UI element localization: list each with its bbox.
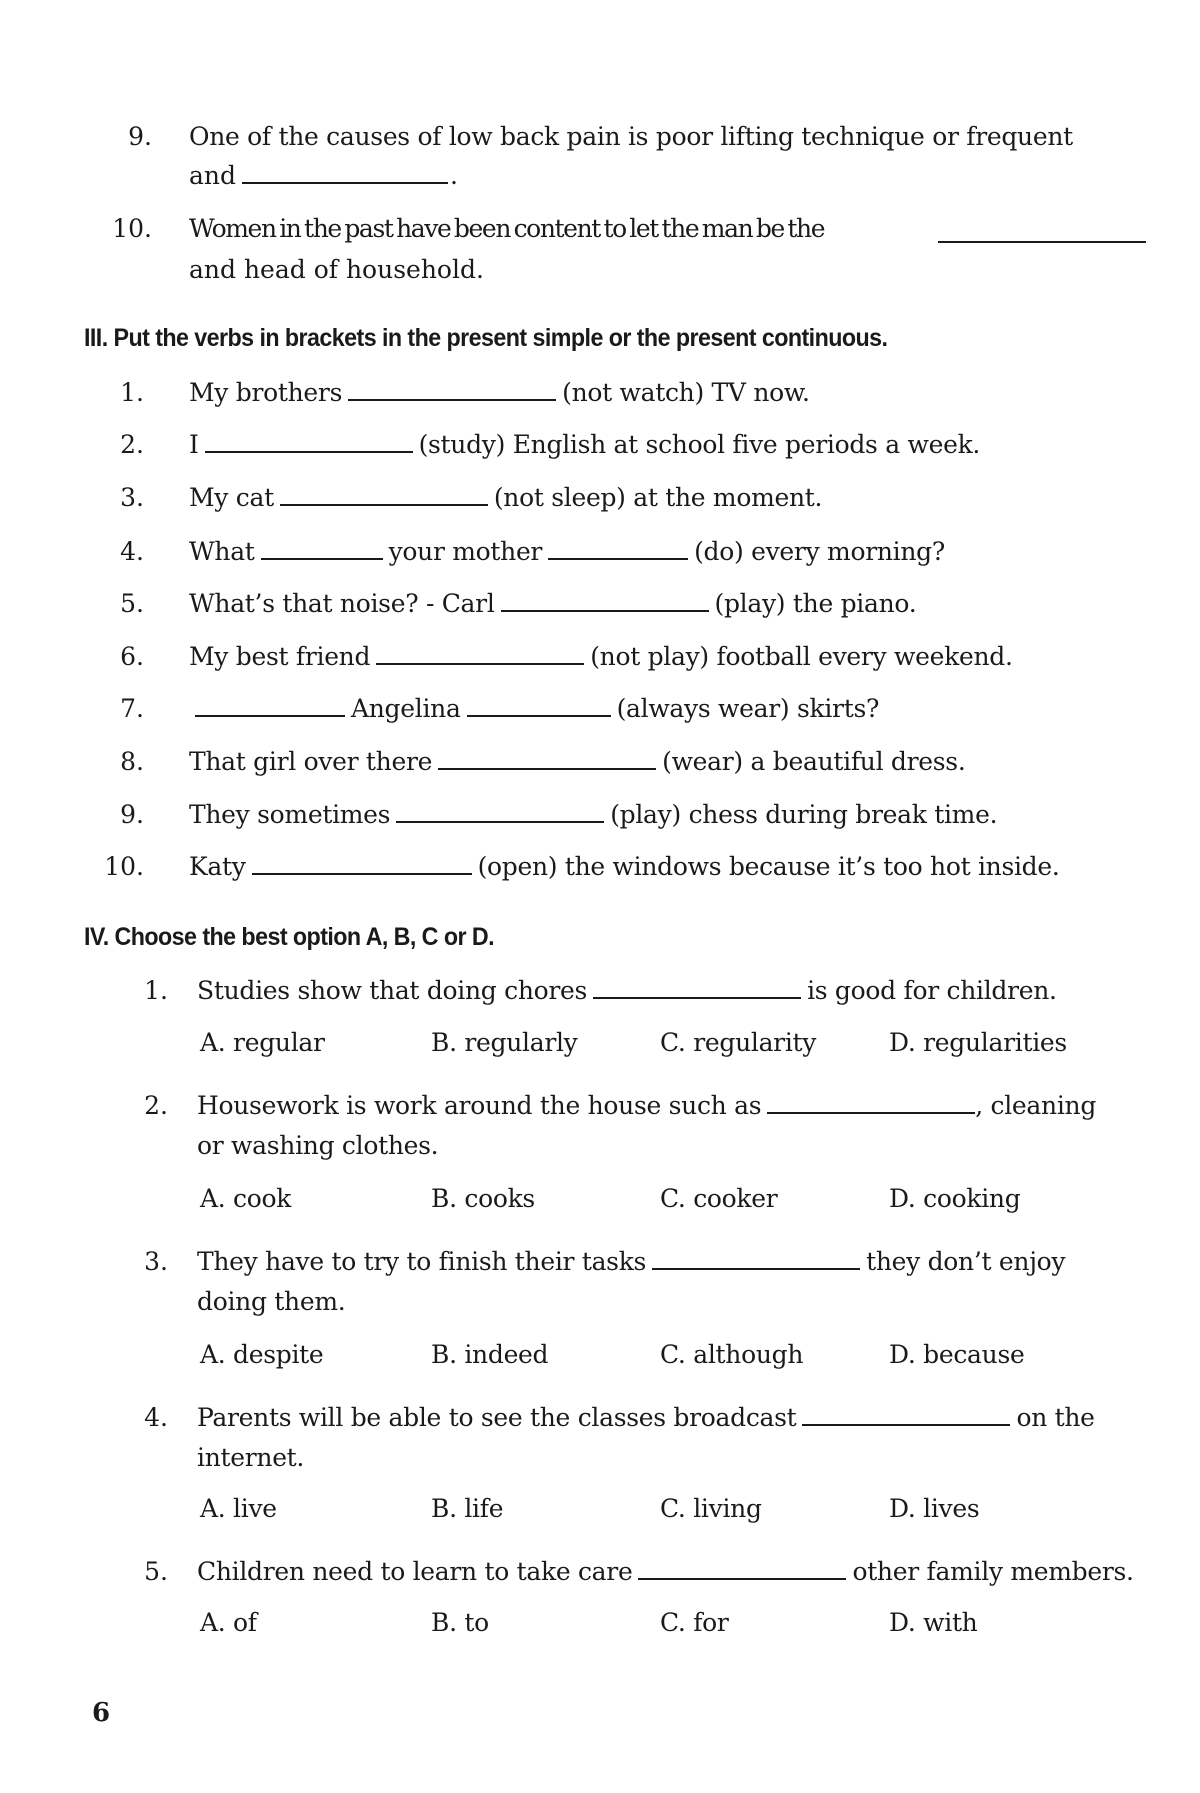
question-text: and head of household. bbox=[189, 255, 484, 284]
question-text bbox=[189, 696, 879, 721]
answer-blank[interactable] bbox=[280, 503, 488, 506]
question-text bbox=[189, 432, 980, 457]
answer-option[interactable]: C. regularity bbox=[660, 1028, 817, 1057]
question-text-part: Parents will be able to see the classes broadcast bbox=[197, 1403, 797, 1432]
question-text-continued: or washing clothes. bbox=[197, 1131, 439, 1160]
answer-blank[interactable] bbox=[501, 609, 709, 612]
item-number: 6. bbox=[120, 642, 144, 671]
question-text-part: (wear) a beautiful dress. bbox=[662, 747, 966, 776]
question-text-part: (not watch) TV now. bbox=[562, 378, 810, 407]
question-text-part: What bbox=[189, 537, 255, 566]
answer-option[interactable]: A. of bbox=[200, 1608, 257, 1637]
question-text-part: (study) English at school five periods a week. bbox=[418, 430, 981, 459]
answer-blank[interactable] bbox=[252, 872, 472, 875]
question-text bbox=[197, 1405, 1095, 1430]
question-text bbox=[189, 380, 810, 405]
answer-option[interactable]: C. living bbox=[660, 1494, 762, 1523]
item-number: 10. bbox=[112, 214, 152, 243]
item-number: 3. bbox=[120, 483, 144, 512]
answer-option[interactable]: B. to bbox=[431, 1608, 489, 1637]
question-text-part: My cat bbox=[189, 483, 274, 512]
answer-option[interactable]: B. cooks bbox=[431, 1184, 535, 1213]
question-text bbox=[189, 485, 822, 510]
question-text-part: (always wear) skirts? bbox=[616, 694, 880, 723]
answer-option[interactable]: C. for bbox=[660, 1608, 729, 1637]
question-text-part: , cleaning bbox=[975, 1091, 1097, 1120]
question-text bbox=[189, 163, 458, 188]
question-text bbox=[189, 802, 997, 827]
question-text-part: Housework is work around the house such as bbox=[197, 1091, 762, 1120]
question-text bbox=[189, 749, 965, 774]
answer-option[interactable]: A. live bbox=[200, 1494, 277, 1523]
question-punct: . bbox=[450, 161, 458, 190]
question-text-part: other family members. bbox=[852, 1557, 1134, 1586]
section-heading: IV. Choose the best option A, B, C or D. bbox=[84, 923, 494, 951]
question-text-line: and bbox=[189, 161, 237, 190]
section-heading: III. Put the verbs in brackets in the present simple or the present continuous. bbox=[84, 324, 888, 352]
question-text-part: What’s that noise? - Carl bbox=[189, 589, 495, 618]
question-text-part: (do) every morning? bbox=[694, 537, 945, 566]
question-text-continued: doing them. bbox=[197, 1287, 346, 1316]
item-number: 1. bbox=[120, 378, 144, 407]
question-text bbox=[189, 854, 1060, 879]
answer-option[interactable]: B. indeed bbox=[431, 1340, 549, 1369]
question-text-part: Angelina bbox=[351, 694, 461, 723]
answer-option[interactable]: D. regularities bbox=[889, 1028, 1067, 1057]
answer-option[interactable]: C. cooker bbox=[660, 1184, 778, 1213]
question-text-continued: internet. bbox=[197, 1443, 305, 1472]
item-number: 4. bbox=[120, 537, 144, 566]
question-text-part: That girl over there bbox=[189, 747, 433, 776]
answer-blank[interactable] bbox=[638, 1577, 846, 1580]
question-text bbox=[197, 1249, 1065, 1274]
question-text bbox=[197, 1559, 1134, 1584]
item-number: 8. bbox=[120, 747, 144, 776]
answer-blank[interactable] bbox=[548, 557, 688, 560]
question-text bbox=[189, 124, 1073, 149]
answer-blank[interactable] bbox=[593, 996, 801, 999]
question-text bbox=[189, 644, 1013, 669]
question-text-line: Women in the past have been content to let the man be the bbox=[189, 214, 825, 243]
question-text-part: (not sleep) at the moment. bbox=[493, 483, 823, 512]
answer-blank[interactable] bbox=[467, 714, 611, 717]
item-number: 2. bbox=[144, 1091, 168, 1120]
answer-blank[interactable] bbox=[802, 1423, 1010, 1426]
question-text-part: My brothers bbox=[189, 378, 343, 407]
item-number: 10. bbox=[104, 852, 144, 881]
answer-blank[interactable] bbox=[767, 1111, 975, 1114]
question-text bbox=[197, 978, 1057, 1003]
question-text-part: (play) the piano. bbox=[714, 589, 917, 618]
question-text-part: they don’t enjoy bbox=[866, 1247, 1066, 1276]
answer-option[interactable]: A. despite bbox=[200, 1340, 324, 1369]
item-number: 3. bbox=[144, 1247, 168, 1276]
answer-option[interactable]: A. regular bbox=[200, 1028, 325, 1057]
question-text bbox=[189, 539, 945, 564]
item-number: 5. bbox=[120, 589, 144, 618]
question-text-part: Studies show that doing chores bbox=[197, 976, 588, 1005]
question-text-part: is good for children. bbox=[807, 976, 1057, 1005]
question-text-part: your mother bbox=[388, 537, 543, 566]
answer-blank[interactable] bbox=[195, 714, 345, 717]
question-text-line: One of the causes of low back pain is poor lifting technique or frequent bbox=[189, 122, 1073, 151]
question-text-part: (open) the windows because it’s too hot inside. bbox=[477, 852, 1060, 881]
question-text-part: Katy bbox=[189, 852, 246, 881]
item-number: 2. bbox=[120, 430, 144, 459]
question-text-part: My best friend bbox=[189, 642, 371, 671]
answer-blank[interactable] bbox=[261, 557, 383, 560]
question-text bbox=[197, 1093, 1096, 1118]
answer-blank[interactable] bbox=[348, 398, 556, 401]
question-text-part: (play) chess during break time. bbox=[610, 800, 998, 829]
answer-blank[interactable] bbox=[938, 240, 1146, 243]
question-text bbox=[189, 216, 824, 241]
answer-option[interactable]: D. with bbox=[889, 1608, 978, 1637]
question-text-part: on the bbox=[1016, 1403, 1095, 1432]
question-text-part: (not play) football every weekend. bbox=[590, 642, 1013, 671]
answer-option[interactable]: C. although bbox=[660, 1340, 804, 1369]
answer-option[interactable]: D. cooking bbox=[889, 1184, 1021, 1213]
answer-option[interactable]: D. lives bbox=[889, 1494, 980, 1523]
answer-blank[interactable] bbox=[205, 450, 413, 453]
question-text bbox=[189, 591, 916, 616]
page-number: 6 bbox=[92, 1698, 111, 1728]
question-text-part: Children need to learn to take care bbox=[197, 1557, 633, 1586]
answer-option[interactable]: D. because bbox=[889, 1340, 1025, 1369]
item-number: 4. bbox=[144, 1403, 168, 1432]
question-text-part: I bbox=[189, 430, 199, 459]
answer-option[interactable]: B. life bbox=[431, 1494, 504, 1523]
answer-blank[interactable] bbox=[242, 181, 448, 184]
item-number: 9. bbox=[120, 800, 144, 829]
answer-blank[interactable] bbox=[376, 662, 584, 665]
answer-blank[interactable] bbox=[438, 767, 656, 770]
answer-option[interactable]: B. regularly bbox=[431, 1028, 578, 1057]
item-number: 7. bbox=[120, 694, 144, 723]
question-text-part: They have to try to finish their tasks bbox=[197, 1247, 647, 1276]
answer-option[interactable]: A. cook bbox=[200, 1184, 292, 1213]
item-number: 5. bbox=[144, 1557, 168, 1586]
item-number: 9. bbox=[128, 122, 152, 151]
answer-blank[interactable] bbox=[652, 1267, 860, 1270]
answer-blank[interactable] bbox=[396, 820, 604, 823]
item-number: 1. bbox=[144, 976, 168, 1005]
question-text-part: They sometimes bbox=[189, 800, 391, 829]
